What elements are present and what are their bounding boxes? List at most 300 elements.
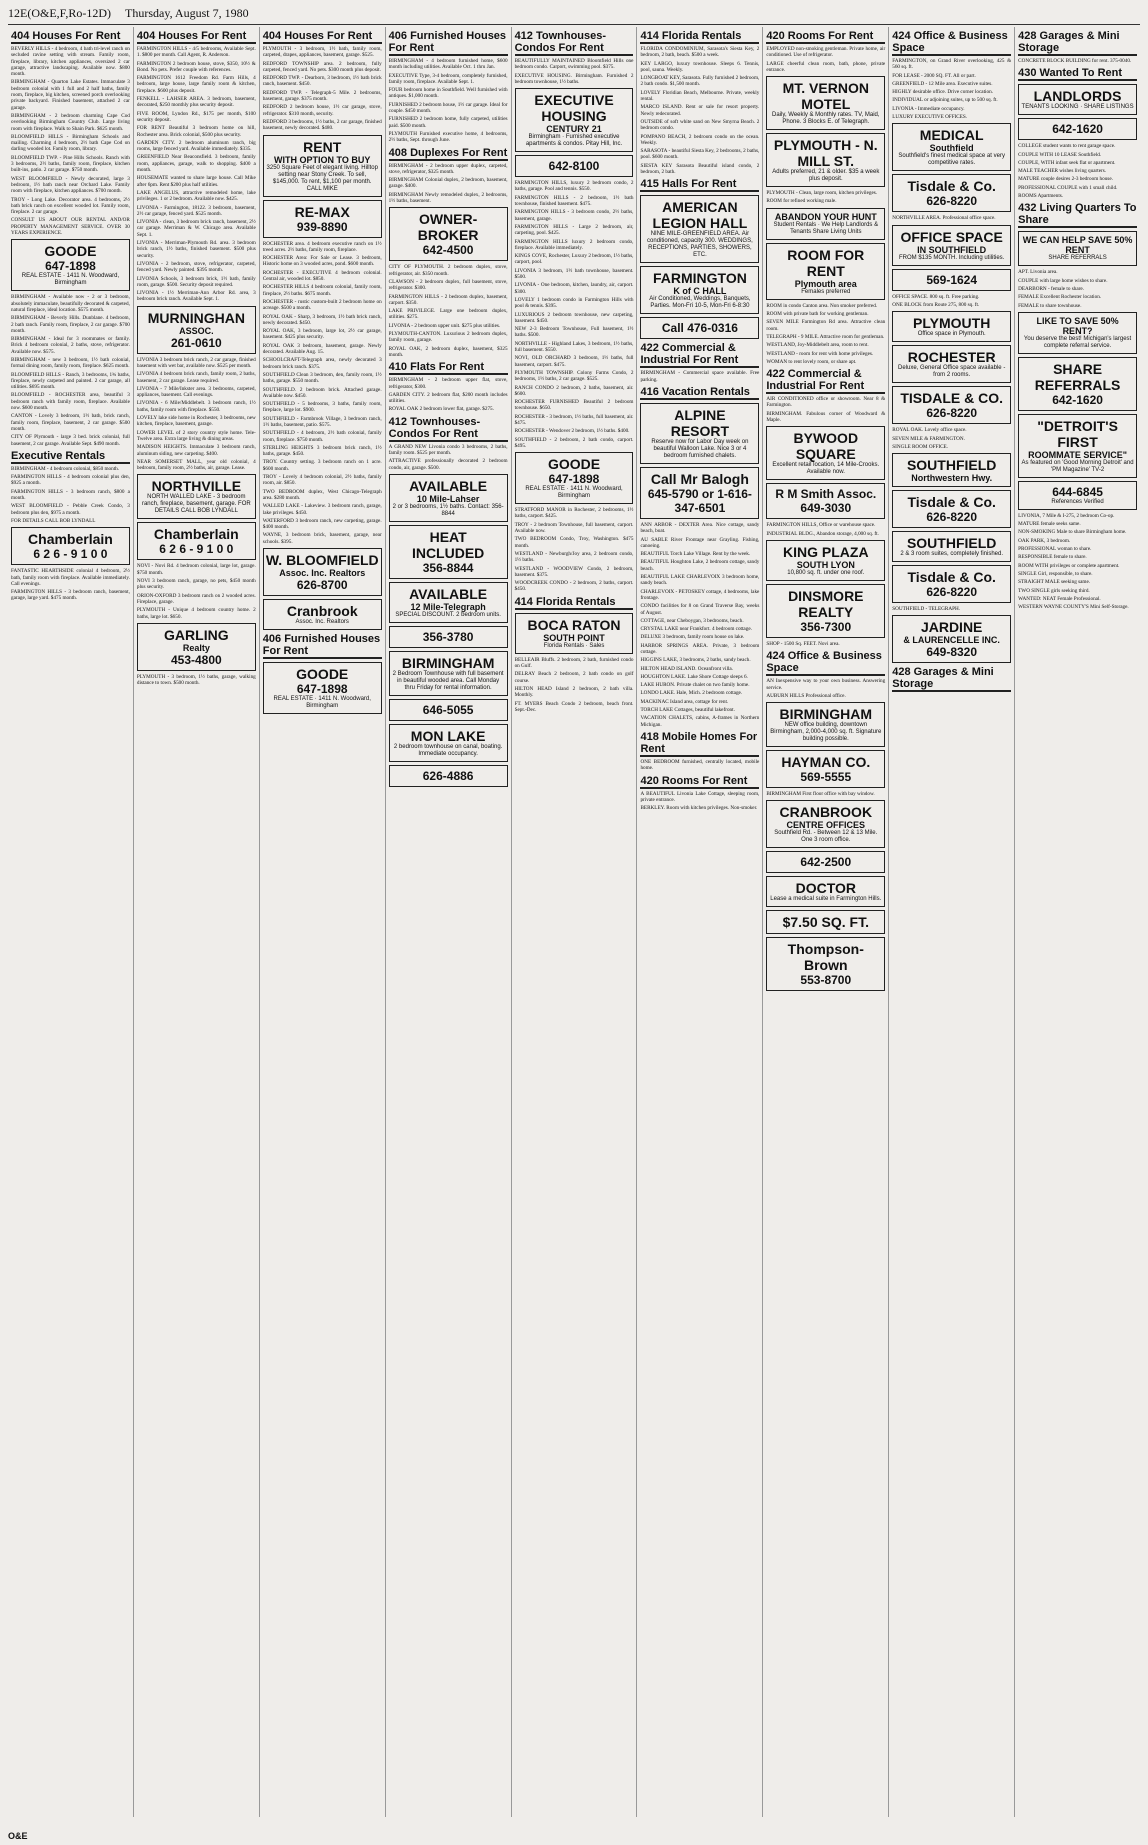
classified-ad: FARMINGTON HILLS, luxury 2 bedroom condo, 2 baths, garage. Pool and tennis. $550. [514, 180, 634, 193]
classified-ad: OAK PARK, 3 bedroom. [1018, 537, 1071, 544]
column-7 [763, 27, 889, 1817]
classified-ad: WESTLAND, Joy-Middlebelt area, room to rent. [766, 342, 869, 349]
classified-ad: LIVONIA - One bedroom, kitchen, laundry, air, carport. $300. [514, 282, 634, 295]
display-ad [766, 937, 885, 991]
display-ad-title: MURNINGHAN [147, 309, 245, 326]
display-ad-body: Excellent retail location, 14 Mile-Crooks. Available now. [772, 462, 880, 476]
classified-ad: TWO BEDROOM duplex, West Chicago-Telegraph area. $280 month. [262, 488, 382, 501]
section-header: Executive Rentals [11, 450, 130, 464]
display-ad-title: AVAILABLE [409, 585, 488, 602]
classified-ad: ORION-OXFORD 3 bedroom ranch on 2 wooded acres. Fireplace, garage. [136, 592, 256, 605]
classified-ad: PROFESSIONAL COUPLE with 1 small child. [1018, 184, 1118, 191]
classified-ad: HILTON HEAD ISLAND. Oceanfront villa. [640, 665, 733, 672]
classified-ad: ATTRACTIVE professionally decorated 2 bedroom condo, air, garage. $500. [388, 458, 508, 471]
display-ad [766, 483, 885, 519]
display-ad [892, 174, 1011, 212]
display-ad [892, 490, 1011, 528]
column-9 [1015, 27, 1140, 1817]
classified-ad: COTTAGE, near Cheboygan, 3 bedrooms, beach. [640, 617, 744, 624]
classified-ad: BLOOMFIELD HILLS - Ranch, 3 bedrooms, 1¾ baths, fireplace, newly carpeted and painted. 2 car garage, all utilities. $695 month. [11, 371, 130, 391]
column-5 [512, 27, 638, 1817]
display-ad-title: SOUTHFIELD [906, 457, 997, 474]
classified-ad: LOVELY Floridian Beach, Melbourne. Private, weekly rental. [640, 89, 760, 103]
display-ad-body: 10,800 sq. ft. under one roof. [787, 569, 865, 576]
display-ad-phone: 642-1620 [1052, 392, 1103, 407]
classified-ad: MATURE couple desires 2-3 bedroom house. [1018, 176, 1113, 183]
display-ad [389, 699, 508, 721]
classified-ad: RESPONSIBLE female to share. [1018, 554, 1087, 561]
classified-ad: TWO BEDROOM Condo, Troy, Washington. $475 month. [514, 536, 634, 549]
display-ad [766, 584, 885, 638]
display-ad-title: MON LAKE [410, 727, 486, 744]
section-header: 424 Office & Business Space [892, 30, 1011, 56]
classified-ad: COUPLE, WITH infant seek flat or apartment. [1018, 159, 1116, 166]
display-ad-phone: 647-1898 [548, 472, 600, 487]
classified-ad: WESTLAND - room for rent with home privileges. [766, 350, 874, 357]
display-ad [892, 311, 1011, 342]
display-ad-subtitle: IN SOUTHFIELD [917, 244, 987, 255]
display-ad-body: 2 bedroom townhouse on canal, boating. Immediate occupancy. [393, 743, 503, 757]
display-ad-body: REAL ESTATE · 1411 N. Woodward, Birmingham [21, 273, 120, 287]
classified-ad: NON-SMOKING Male to share Birmingham home. [1018, 529, 1127, 536]
display-ad-phone: 6 2 6 - 9 1 0 0 [159, 542, 234, 557]
display-ad-title: Call Mr Balogh [650, 470, 749, 487]
display-ad-phone: 569-1624 [926, 272, 978, 287]
classified-ad: CITY OF Plymouth - large 3 bed. brick colonial, full basement, 2 car garage. Available Sept. $490 month. [11, 434, 130, 447]
classified-ad: STERLING HEIGHTS 3 bedroom brick ranch, 1½ baths, garage. $450. [262, 444, 382, 458]
classified-ad: FARMINGTON HILLS, Office or warehouse space. [766, 522, 876, 529]
display-ad [263, 548, 382, 596]
display-ad-body: Southfield Rd. - Between 12 & 13 Mile. One 3 room office. [774, 830, 878, 844]
display-ad-title: SHARE REFERRALS [1034, 360, 1121, 393]
classified-ad: AN Inexpensive way to your own business. Answering service. [766, 678, 886, 691]
display-ad-title: AMERICAN LEGION HALL [652, 199, 748, 232]
classified-ad: HOUGHTON LAKE. Lake Shore Cottage sleeps 6. [640, 673, 748, 680]
display-ad-title: GOODE [296, 666, 349, 683]
section-header: 404 Houses For Rent [11, 30, 130, 44]
display-ad-title: $7.50 SQ. FT. [782, 914, 869, 931]
classified-ad: COUPLE WITH 10 LEASE Southfield. [1018, 151, 1102, 158]
classified-ad: LIVONIA - Immediate occupancy. [892, 105, 965, 112]
classified-ad: LAKE HURON. Private chalet on two family home. [640, 682, 750, 689]
display-ad-phone: 647-1898 [45, 259, 96, 274]
display-ad [892, 453, 1011, 487]
display-ad [640, 266, 759, 314]
classified-ad: TROY. Country setting. 3 bedroom ranch on 1 acre. $600 month. [262, 459, 382, 472]
classified-ad: TORCH LAKE Cottages, beautiful lakefront. [640, 707, 735, 714]
display-ad-title: HEAT INCLUDED [411, 528, 485, 561]
classified-ad: VACATION CHALETS, cabins, A-frames in Northern Michigan. [640, 715, 760, 728]
classified-ad: TROY - Lovely 4 bedroom colonial, 2½ baths, family room, air. $850. [262, 474, 382, 487]
display-ad [766, 76, 885, 130]
display-ad-phone: 642-4500 [422, 243, 474, 258]
display-ad [389, 582, 508, 623]
display-ad [1018, 481, 1137, 510]
classified-ad: LOWER LEVEL of 2 story country style home. Tele-Twelve area. Extra large living & dining areas. [136, 429, 256, 442]
classified-ad: CONCRETE BLOCK BUILDING for rent. 375-0040. [1018, 58, 1132, 64]
classified-ad: KINGS COVE, Rochester, Luxury 2 bedroom, 1½ baths, carport, pool. [514, 253, 634, 266]
section-header: 412 Townhouses-Condos For Rent [515, 30, 634, 56]
classified-ad: ROYAL OAK, 3 bedroom, large lot, 2½ car garage, basement. $425 plus security. [262, 328, 382, 341]
classified-ad: LUXURIOUS 2 bedroom townhouse, new carpeting, basement. $450. [514, 311, 634, 324]
classified-ad: FOUR bedroom home in Southfield. Well furnished with antiques. $1,000 month. [388, 87, 508, 100]
classified-ad: CHARLEVOIX - PETOSKEY cottage, 4 bedrooms, lake frontage. [640, 588, 760, 601]
classified-ad: LIVONIA - clean, 3 bedroom brick ranch, basement, 2½ car garage. Merriman & W. Chicago area. Available Sept. 1. [136, 219, 256, 238]
classified-ad: OFFICE SPACE. 800 sq. ft. Free parking. [892, 293, 980, 300]
display-ad [389, 765, 508, 787]
classified-ad: OUTSIDE of soft white sand on New Smyrna Beach. 2 bedroom condo. [640, 118, 760, 132]
classified-ad: GREENFIELD Near Beaconsfield. 3 bedroom, family room, appliances, garage, walk to shopping. $400 a month. [136, 154, 256, 174]
classified-ad: FARMINGTON HILLS - Large 2 bedroom, air, carpeting, pool. $425. [514, 223, 634, 237]
classified-ad: NOVI 3 bedroom ranch, garage, no pets, $450 month plus security. [136, 578, 256, 591]
classified-ad: FANTASTIC HEARTHSIDE colonial 4 bedroom, 2½ bath, family room with fireplace. Available immediately. Call evenings. [11, 568, 130, 587]
display-ad-subtitle: ROOMMATE SERVICE" [1028, 449, 1128, 460]
display-ad [892, 225, 1011, 266]
classified-ad: BIRMINGHAM - Beverly Hills. Dunblane. 4 bedroom, 2 bath ranch. Family room, fireplace, 2 car garage. $700 month. [11, 315, 130, 334]
classified-ad: LIVONIA - 2 bedroom, stove, refrigerator, carpeted, fenced yard. Newly painted. $395 month. [136, 260, 256, 274]
classified-ad: MALE TEACHER wishes living quarters. [1018, 168, 1107, 175]
classified-ad: FENKELL - LAHSER AREA. 3 bedroom, basement, decorated, $250 monthly plus security deposit. [136, 96, 256, 109]
display-ad-phone: 356-3780 [422, 629, 474, 644]
display-ad [892, 386, 1011, 424]
display-ad [892, 345, 1011, 383]
classified-ad: GARDEN CITY. 2 bedroom aluminum ranch, big rooms, large fenced yard. Available immediately. $335. [136, 139, 256, 153]
classified-ad: ROCHESTER FURNISHED Beautiful 2 bedroom townhouse. $650. [514, 399, 634, 412]
display-ad-phone: 642-1620 [1052, 122, 1103, 137]
classified-ad: LIVONIA - Merriman-Plymouth Rd. area. 3 bedroom brick ranch, 1½ baths, finished basement. $500 plus security. [136, 240, 256, 259]
display-ad-body: You deserve the best! Michigan's largest complete referral service. [1023, 335, 1132, 349]
classified-ad: WOODCREEK CONDO - 2 bedroom, 2 baths, carport. $450. [514, 580, 634, 593]
display-ad-body: REAL ESTATE · 1411 N. Woodward, Birmingham [525, 486, 623, 500]
display-ad-subtitle: WITH OPTION TO BUY [274, 154, 371, 165]
column-1 [8, 27, 134, 1817]
classified-ad: INDIVIDUAL or adjoining suites, up to 500 sq. ft. [892, 97, 998, 104]
classified-ad: LONGBOAT KEY, Sarasota. Fully furnished 2 bedroom, 2 bath condo. $1,500 month. [640, 75, 760, 88]
display-ad [389, 207, 508, 261]
classified-ad: FEMALE to share townhouse. [1018, 302, 1082, 309]
classified-ad: BEVERLY HILLS - 4 bedroom, 4 bath tri-level ranch on secluded ravine setting with stream. Family room, fireplace, library, kitchen appliances, oversized 2 car garage, attractive landscaping. Available now. $800 month. [11, 46, 130, 78]
section-header: 404 Houses For Rent [137, 30, 256, 44]
classified-ad: WEST BLOOMFIELD - Pebble Creek Condo, 3 bedroom plus den, $975 a month. [11, 503, 130, 516]
classified-ad: ROCHESTER - rustic custom-built 2 bedroom home on acreage. $500 a month. [262, 298, 382, 312]
classified-ad: BEAUTIFUL Houghton Lake, 2 bedroom cottage, sandy beach. [640, 559, 760, 572]
display-ad-phone: 626-8700 [296, 578, 348, 593]
classified-ad: REDFORD TWP. - Dearborn, 3 bedroom, 1½ bath brick ranch, basement. $450. [262, 75, 382, 88]
classified-ad: REDFORD TWP. - Telegraph-5 Mile. 2 bedrooms, basement, garage. $375 month. [262, 89, 382, 103]
classified-ad: ROOM for refined working male. [766, 198, 837, 205]
display-ad-title: CRANBROOK [779, 804, 873, 821]
classified-ad: LONDO LAKE. Hale, Mich. 2 bedroom cottage. [640, 690, 743, 697]
classified-ad: TROY - Long Lake. Decorator area. 4 bedrooms, 2½ bath brick ranch on excellent wooded lot. Family room, fireplace. 2 car garage. [11, 196, 130, 216]
display-ad-phone: 356-8844 [422, 560, 474, 575]
display-ad [766, 851, 885, 873]
display-ad-body: 3250 Square Feet of elegant living. Hilltop setting near Stony Creek. To sell, $145,000. To rent, $1,100 per month. CALL MIKE [266, 164, 378, 192]
classified-ad: PLYMOUTH Furnished executive home, 4 bedrooms, 2½ baths, Sept. through June. [388, 130, 508, 144]
display-ad-body: Adults preferred, 21 & older. $35 a week plus deposit. [772, 169, 880, 183]
classified-ad: AUBURN HILLS Professional office. [766, 692, 846, 699]
display-ad-title: Cranbrook [286, 603, 358, 620]
display-ad-body: Student Rentals · We Help Landlords & Tenants Share Living Units [773, 221, 879, 235]
display-ad-title: "DETROIT'S FIRST [1037, 417, 1118, 450]
display-ad-phone: 646-5055 [422, 702, 474, 717]
display-ad-subtitle: SOUTH LYON [796, 559, 855, 570]
classified-ad: LIVONIA 3 bedroom brick ranch, 2 car garage, finished basement with wet bar, available now. $525 per month. [136, 356, 256, 369]
classified-ad: DEARBORN - female to share. [1018, 285, 1084, 292]
classified-ad: BELLEAIR Bluffs. 2 bedroom, 2 bath, furnished condo on Gulf. [514, 656, 634, 670]
classified-ad: PLYMOUTH - 3 bedroom, 1½ bath, family room, carpeted, drapes, appliances, basement, garage. $525. [262, 46, 382, 59]
classified-ad: FARMINGTON HILLS - 3 bedroom ranch, basement, garage, large yard. $475 month. [11, 589, 130, 602]
classified-ad: ROYAL OAK 3 bedroom, basement, garage. Newly decorated. Available Aug. 15. [262, 342, 382, 356]
display-ad-title: BIRMINGHAM [401, 654, 495, 671]
display-ad-title: KING PLAZA [783, 543, 869, 560]
display-ad-title: DOCTOR [795, 880, 856, 897]
display-ad [515, 452, 634, 504]
display-ad-title: Tisdale & Co. [907, 569, 996, 586]
display-ad-body: References Verified [1051, 498, 1104, 505]
display-ad-title: EXECUTIVE HOUSING [534, 92, 614, 125]
footer-mark: O&E [8, 1831, 28, 1841]
classified-ad: FARMINGTON, on Grand River overlooking, 425 & 560 sq. ft. [892, 58, 1012, 71]
classified-ad: MADISON HEIGHTS. Immaculate 3 bedroom ranch, aluminum siding, new carpeting. $400. [136, 444, 256, 457]
display-ad-subtitle: Northwestern Hwy. [911, 473, 993, 484]
section-header: 404 Houses For Rent [263, 30, 382, 44]
classified-ad: NOVI, OLD ORCHARD 3 bedroom, 1½ baths, full basement, carport. $475. [514, 355, 634, 368]
column-6 [637, 27, 763, 1817]
display-ad [137, 474, 256, 519]
classified-ad: FARMINGTON 2 bedroom house, stove, $350, 10½ & Bond. No pets. Prefer couple with references. [136, 60, 256, 73]
classified-ad: FARMINGTON 1612 Freedom Rd. Farm Hills, 4 bedroom, large house, large family room & kitchen, fireplace. $600 plus deposit. [136, 75, 256, 94]
classified-ad: CANTON - Lovely 3 bedroom, 1½ bath, brick ranch, family room, fireplace, basement, 2 car garage. $500 month. [11, 413, 130, 432]
display-ad [766, 702, 885, 747]
classified-ad: PLYMOUTH - Clean, large room, kitchen privileges. [766, 190, 878, 197]
classified-ad: BIRMINGHAM - 2 bedroom upper duplex, carpeted, stove, refrigerator, $325 month. [388, 162, 508, 175]
display-ad-body: Females preferred [801, 288, 851, 295]
display-ad-title: DINSMORE REALTY [788, 587, 864, 620]
display-ad-phone: 626-8220 [926, 585, 978, 600]
column-2 [134, 27, 260, 1817]
display-ad-body: FROM $135 MONTH. Including utilities. [898, 254, 1005, 261]
column-3 [260, 27, 386, 1817]
display-ad [389, 724, 508, 762]
display-ad-title: LANDLORDS [1033, 88, 1122, 105]
classified-ad: AU SABLE River Frontage near Grayling. Fishing, canoeing. [640, 536, 760, 549]
section-header: 414 Florida Rentals [515, 596, 634, 610]
classified-ad: NORTHVILLE - Highland Lakes, 3 bedroom, 1½ baths, full basement. $550. [514, 340, 634, 354]
classified-ad: LAKE ANGELUS, attractive remodeled home, lake privileges. 1 or 2 bedroom. Available now. $425. [136, 189, 256, 203]
classified-ad: PLYMOUTH - 3 bedroom, 1½ baths, garage, walking distance to town. $500 month. [136, 673, 256, 687]
classified-ad: LIVONIA - 1½ Merriman-Ann Arbor Rd. area, 3 bedroom brick ranch. Available Sept. 1. [136, 290, 256, 303]
classified-ad: LIVONIA - Farmington, 18122. 3 bedroom, basement, 2½ car garage, fenced yard. $525 month. [136, 204, 256, 217]
classified-ad: LUXURY EXECUTIVE OFFICES. [892, 114, 968, 121]
display-ad [640, 195, 759, 263]
display-ad [137, 522, 256, 560]
classified-ad: BIRMINGHAM. Fabulous corner of Woodward & Maple. [766, 410, 886, 424]
classified-ad: LARGE cheerful clean room, bath, phone, private entrance. [766, 60, 886, 73]
display-ad-title: OFFICE SPACE [900, 228, 1003, 245]
classified-ad: BLOOMFIELD TWP. - Pine Hills Schools. Ranch with 3 bedrooms, 2½ baths, family room, fireplace, kitchen built-ins, patio. 2 car garage. $750 month. [11, 154, 130, 174]
classified-ad: BIRMINGHAM Colonial duplex, 2 bedroom, basement, garage. $400. [388, 177, 508, 190]
display-ad [389, 474, 508, 522]
classified-ad: ROCHESTER - Wendover 2 bedroom, 1½ baths. $400. [514, 428, 630, 435]
column-4 [386, 27, 512, 1817]
issue-date: Thursday, August 7, 1980 [125, 6, 249, 20]
classified-ad: FARMINGTON HILLS - 2 bedroom duplex, basement, carport. $350. [388, 293, 508, 306]
classified-ad: BIRMINGHAM - new 3 bedroom, 1½ bath colonial, formal dining room, family room, fireplace. $625 month. [11, 356, 130, 370]
display-ad [263, 599, 382, 630]
classified-ad: SHOP - 1500 Sq. FEET. Novi area. [766, 640, 840, 647]
display-ad-body: As featured on 'Good Morning Detroit' and 'PM Magazine' TV-2 [1021, 459, 1134, 473]
classified-ad: STRATFORD MANOR in Rochester, 2 bedrooms, 1½ baths, carport. $425. [514, 507, 634, 520]
classified-ad: SARASOTA - beautiful Siesta Key, 2 bedrooms, 2 baths, pool. $600 month. [640, 148, 760, 161]
classified-ad: BIRMINGHAM - 4 bedroom colonial, $850 month. [11, 465, 120, 472]
classified-ad: ROCHESTER - EXECUTIVE 4 bedroom colonial. Central air, wooded lot. $850. [262, 269, 382, 283]
display-ad [1018, 84, 1137, 115]
display-ad-subtitle: ASSOC. [179, 325, 214, 336]
classified-ad: SEVEN MILE Farmington Rd area. Attractive clean room. [766, 319, 886, 332]
display-ad-title: Tisdale & Co. [907, 494, 996, 511]
display-ad-title: Tisdale & Co. [907, 178, 996, 195]
classified-ad: COUPLE with large home wishes to share. [1018, 277, 1108, 284]
display-ad-phone: 645-5790 or 1-616-347-6501 [647, 486, 752, 515]
display-ad-subtitle: ABANDON YOUR HUNT [774, 211, 877, 222]
display-ad-title: TISDALE & CO. [900, 390, 1004, 407]
display-ad [11, 527, 130, 565]
display-ad-phone: 626-8220 [926, 194, 978, 209]
classified-ad: FARMINGTON HILLS - 4/5 bedrooms, Available Sept. 1. $800 per month. Call Agent, R. Anderson. [136, 46, 256, 59]
classified-ad: RANCH CONDO 2 bedroom, 2 baths, basement, air. $600. [514, 384, 634, 397]
display-ad-title: SOUTHFIELD [906, 535, 997, 552]
section-header: 424 Office & Business Space [766, 650, 885, 676]
classified-ad: PROFESSIONAL woman to share. [1018, 546, 1092, 553]
display-ad-subtitle: Southfield [929, 143, 974, 154]
classified-ad: SIESTA KEY Sarasota Beautiful island condo, 2 bedroom, 2 bath. [640, 162, 760, 176]
classified-ad: BIRMINGHAM - 2 bedroom charming Cape Cod overlooking Birmingham Country Club. Large living room with fireplace. Walk to Shain Park. $625 month. [11, 112, 130, 132]
classified-ad: FURNISHED 2 bedroom home, fully carpeted, utilities paid. $500 month. [388, 116, 508, 129]
classified-ad: WESTERN WAYNE COUNTY'S Mini Self-Storage. [1018, 604, 1129, 611]
display-ad [892, 565, 1011, 603]
classified-ad: BIRMINGHAM - 4 bedroom furnished home, $600 month including utilities. Available Oct. 1 thru Jan. [388, 58, 508, 71]
classified-ad: KEY LARGO, luxury townhouse. Sleeps 6. Tennis, pool, sauna. Weekly. [640, 60, 760, 73]
display-ad [263, 200, 382, 238]
display-ad-title: GARLING [164, 626, 229, 643]
classified-ad: HOUSEMATE wanted to share large house. Call Mike after 6pm. Rent $200 plus half utilities. [136, 175, 256, 188]
section-header: 416 Vacation Rentals [640, 386, 759, 400]
display-ad-phone: 644-6845 [1052, 484, 1103, 499]
section-header: 422 Commercial & Industrial For Rent [640, 342, 759, 368]
display-ad-body: Lease a medical suite in Farmington Hills. [770, 896, 882, 903]
display-ad-subtitle: LIKE TO SAVE 50% RENT? [1036, 315, 1119, 336]
classified-ad: LIVONIA - 6 Mile/Middlebelt. 3 bedroom ranch, 1½ baths, family room with fireplace. $550. [136, 400, 256, 413]
display-ad-body: 2 Bedroom Townhouse with full basement in beautiful wooded area. Call Monday thru Friday for rental information. [392, 670, 504, 691]
display-ad-phone: 642-2500 [800, 855, 852, 870]
display-ad-subtitle: & LAURENCELLE INC. [903, 635, 1000, 646]
display-ad-body: Southfield's finest medical space at very competitive rates. [898, 153, 1005, 167]
display-ad [766, 426, 885, 480]
display-ad-title: Thompson-Brown [787, 941, 864, 974]
display-ad-subtitle: K of C HALL [673, 286, 727, 297]
classified-ad: POMPANO BEACH, 2 bedroom condo on the ocean. Weekly. [640, 133, 760, 146]
section-header: 406 Furnished Houses For Rent [262, 633, 381, 658]
classified-ad: ROYAL OAK 2 bedroom lower flat, garage. $275. [388, 406, 494, 413]
display-ad-title: MT. VERNON MOTEL [782, 80, 869, 113]
classified-ad: MATURE female seeks same. [1018, 521, 1081, 528]
display-ad [766, 208, 885, 240]
display-ad-phone: 569-5555 [800, 770, 852, 785]
section-header: 420 Rooms For Rent [766, 30, 885, 44]
classified-ad: LIVONIA, 7 Mile & I-275, 2 bedroom Co-op. [1018, 512, 1115, 519]
display-ad-body: Florida Rentals · Sales [543, 642, 605, 649]
display-ad-phone: R M Smith Assoc. 649-3030 [775, 487, 877, 516]
classified-ad: REDFORD 2 bedroom house, 1½ car garage, stove, refrigerator. $310 month, security. [262, 104, 382, 117]
classified-ad: BIRMINGHAM Newly remodeled duplex, 2 bedrooms, 1½ baths, basement. [388, 191, 508, 205]
display-ad-title: Chamberlain [28, 531, 113, 548]
section-header: 415 Halls For Rent [640, 178, 759, 192]
classified-ad: DELUXE 3 bedroom, family room house on lake. [640, 634, 745, 641]
classified-ad: FARMINGTON HILLS - 3 bedroom condo, 2½ baths, basement, garage. [514, 209, 634, 222]
display-ad [766, 876, 885, 907]
classified-ad: WESTLAND - Newburgh/Joy area, 2 bedroom condo, 1½ baths. [514, 550, 634, 564]
display-ad-phone: 649-8320 [926, 645, 978, 660]
classified-ad: ROCHESTER area. 4 bedroom executive ranch on 1½ treed acres. 2½ baths, family room, fireplace. [262, 240, 382, 253]
classified-ad: TWO SINGLE girls seeking third. [1018, 587, 1090, 594]
display-ad-body: 2 & 3 room suites, completely finished. [900, 551, 1004, 558]
display-ad-title: RE-MAX [294, 203, 350, 220]
display-ad-title: FARMINGTON [652, 270, 747, 287]
classified-ad: INDUSTRIAL BLDG., Abandon storage, 4,000 sq. ft. [766, 530, 879, 537]
classified-ad: LIVONIA Schools, 3 bedroom brick, 1½ bath, family room, garage. $500. Security deposit required. [136, 275, 256, 288]
display-ad-body: NEW office building, downtown Birmingham, 2,000-4,000 sq. ft. Signature building possible. [770, 722, 882, 743]
classified-ad: SOUTHFIELD Clean 3 bedroom, den, family room, 1½ baths, garage. $550 month. [262, 371, 382, 385]
classified-ad: SOUTHFIELD - Farmbrook Village, 3 bedroom ranch, 1½ baths, basement, patio. $575. [262, 415, 382, 428]
section-header: 430 Wanted To Rent [1018, 67, 1137, 81]
display-ad-subtitle: WE CAN HELP SAVE 50% RENT [1022, 235, 1133, 256]
display-ad [892, 531, 1011, 562]
display-ad [766, 133, 885, 187]
display-ad-title: GOODE [547, 456, 601, 473]
display-ad-title: HAYMAN CO. [781, 754, 871, 771]
display-ad [892, 269, 1011, 291]
display-ad-phone: 626-8220 [926, 510, 978, 525]
display-ad [263, 662, 382, 714]
display-ad-title: BIRMINGHAM [779, 706, 873, 723]
display-ad [11, 239, 130, 291]
display-ad [766, 800, 885, 848]
classified-ad: BLOOMFIELD - ROCHESTER area, beautiful 3 bedroom ranch with family room, fireplace. Available now. $600 month. [11, 392, 130, 412]
display-ad-title: MEDICAL [919, 127, 984, 144]
edition-label: 12E(O&E,F,Ro-12D) [8, 6, 112, 20]
classified-ad: REDFORD TOWNSHIP area. 2 bedroom, fully carpeted, fenced yard. No pets. $300 month plus deposit. [262, 60, 382, 73]
classified-ad: HILTON HEAD Island 2 bedroom, 2 bath villa. Monthly. [514, 685, 634, 699]
classified-ad: FURNISHED 2 bedroom house, 1½ car garage. Ideal for couple. $450 month. [388, 101, 508, 115]
display-ad-subtitle: 10 Mile-Lahser [416, 493, 480, 504]
display-ad-subtitle: CENTURY 21 [546, 124, 602, 135]
display-ad [640, 467, 759, 519]
classified-ad: FOR LEASE - 2000 SQ. FT. All or part. [892, 72, 976, 79]
display-ad [389, 525, 508, 579]
classified-ad: SEVEN MILE & FARMINGTON. [892, 435, 965, 442]
display-ad [137, 306, 256, 354]
classified-ad: FARMINGTON HILLS luxury 2 bedroom condo, fireplace. Available immediately. [514, 238, 634, 251]
display-ad-body: SHARE REFERRALS [1048, 255, 1107, 262]
display-ad-phone: 626-4886 [422, 768, 474, 783]
classified-ad: ROCHESTER - 3 bedroom, 1½ baths, full basement, air. $475. [514, 413, 634, 426]
classified-ad: ROYAL OAK. Lovely office space. [892, 427, 967, 434]
classified-ad: FARMINGTON HILLS - 3 bedroom ranch, $800 a month. [11, 488, 130, 502]
classified-ad: APT. Livonia area. [1018, 269, 1058, 276]
display-ad [263, 135, 382, 197]
classified-ad: SOUTHFIELD - 5 bedrooms, 3 baths, family room, fireplace, large lot. $900. [262, 401, 382, 414]
classified-ad: MARCO ISLAND. Rent or sale for resort property. Newly redecorated. [640, 104, 760, 117]
